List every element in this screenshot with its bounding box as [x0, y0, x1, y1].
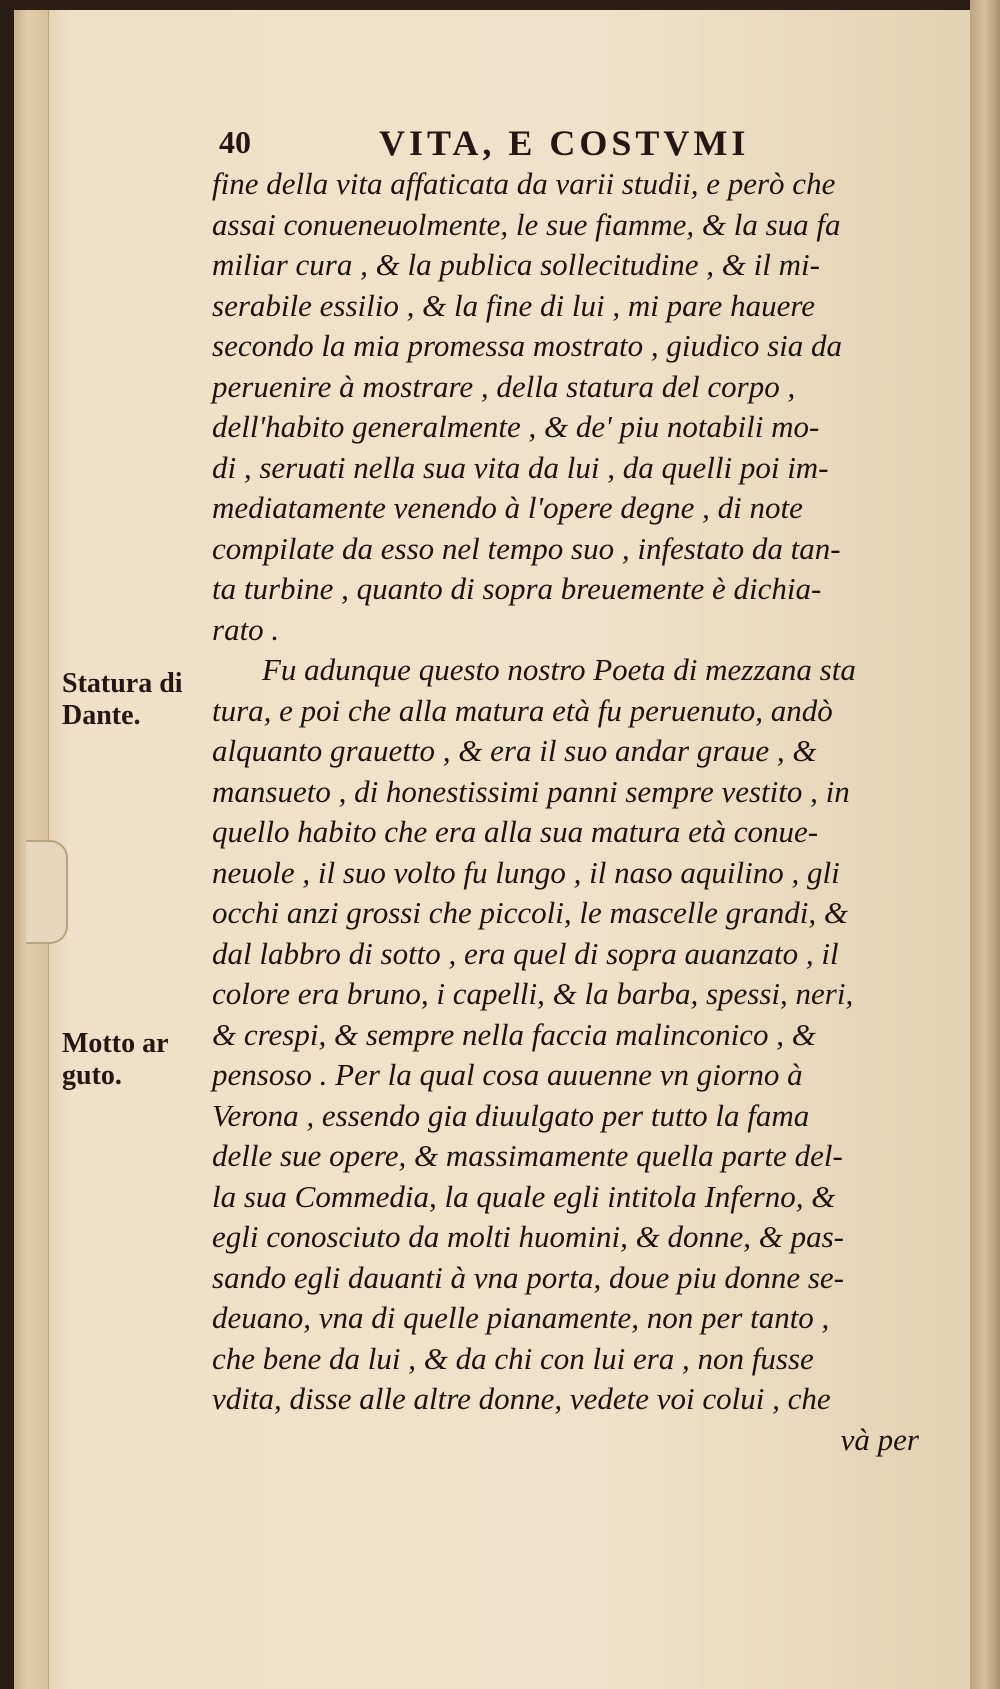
text-line: compilate da esso nel tempo suo , infestato da tan- [212, 530, 841, 566]
text-line: fine della vita affaticata da varii studii, e però che [212, 166, 836, 201]
text-line: la sua Commedia, la quale egli intitola Inferno, & [212, 1178, 836, 1214]
text-line: tura, e poi che alla matura età fu peruenuto, andò [212, 692, 833, 728]
text-line: peruenire à mostrare , della statura del corpo , [212, 368, 796, 404]
text-line: pensoso . Per la qual cosa auuenne vn giorno à [212, 1057, 803, 1092]
text-line: miliar cura , & la publica sollecitudine , & il mi- [212, 247, 820, 282]
text-line: & crespi, & sempre nella faccia malinconico , & [212, 1016, 816, 1052]
margin-note-line: Motto ar [62, 1028, 169, 1059]
text-line: assai conueneuolmente, le sue fiamme, & la sua fa [212, 206, 841, 242]
text-line: quello habito che era alla sua matura età conue- [212, 814, 819, 849]
text-line: Verona , essendo gia diuulgato per tutto la fama [212, 1097, 810, 1133]
text-line: che bene da lui , & da chi con lui era , non fusse [212, 1340, 814, 1376]
text-line: delle sue opere, & massimamente quella parte del- [212, 1138, 843, 1173]
text-line: mansueto , di honestissimi panni sempre vestito , in [212, 773, 850, 809]
margin-note-line: guto. [62, 1060, 122, 1091]
text-line: alquanto grauetto , & era il suo andar graue , & [212, 733, 817, 768]
text-line: secondo la mia promessa mostrato , giudico sia da [212, 328, 843, 363]
body-text [212, 164, 919, 1460]
text-line: occhi anzi grossi che piccoli, le mascelle grandi, & [212, 895, 848, 930]
text-line: Fu adunque questo nostro Poeta di mezzana sta [262, 652, 856, 687]
adjacent-page-edge [970, 0, 1000, 1689]
text-line: sando egli dauanti à vna porta, doue piu donne se- [212, 1259, 844, 1295]
text-line: dal labbro di sotto , era quel di sopra auanzato , il [212, 935, 839, 971]
text-line: colore era bruno, i capelli, & la barba, spessi, neri, [212, 976, 854, 1011]
text-line: di , seruati nella sua vita da lui , da quelli poi im- [212, 449, 829, 485]
text-line: vdita, disse alle altre donne, vedete voi colui , che [212, 1381, 831, 1416]
margin-note-line: Dante. [62, 700, 141, 731]
page-header [219, 122, 919, 162]
text-line: rato . [212, 611, 280, 647]
margin-note-line: Statura di [62, 668, 183, 699]
book-page [14, 10, 978, 1689]
book-clasp [26, 840, 68, 944]
text-line: neuole , il suo volto fu lungo , il naso aquilino , gli [212, 854, 840, 890]
text-line: serabile essilio , & la fine di lui , mi pare hauere [212, 287, 816, 323]
text-line: dell'habito generalmente , & de' piu notabili mo- [212, 409, 820, 444]
margin-note-motto [62, 1028, 169, 1092]
running-title: VITA, E COSTVMI [379, 123, 750, 163]
text-line: egli conosciuto da molti huomini, & donne, & pas- [212, 1219, 845, 1254]
catchword: và per [840, 1421, 919, 1457]
text-line: mediatamente venendo à l'opere degne , di note [212, 490, 803, 525]
margin-note-statura [62, 668, 183, 732]
text-line: deuano, vna di quelle pianamente, non per tanto , [212, 1300, 830, 1335]
text-line: ta turbine , quanto di sopra breuemente è dichia- [212, 571, 822, 606]
page-number: 40 [219, 124, 251, 160]
